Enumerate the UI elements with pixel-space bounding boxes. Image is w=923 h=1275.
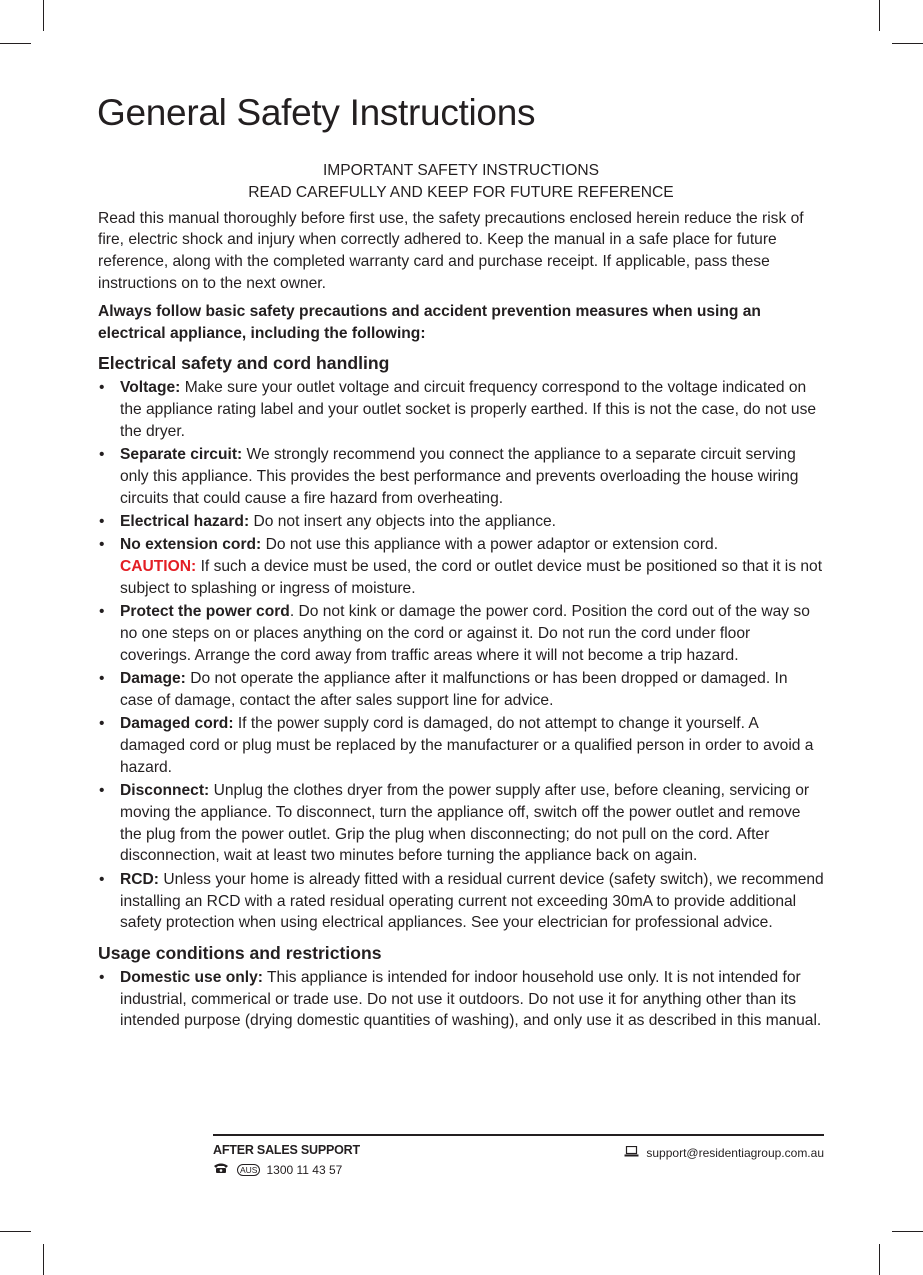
list-item <box>98 668 824 712</box>
crop-mark <box>0 43 31 44</box>
item-text: If the power supply cord is damaged, do not attempt to change it yourself. A damaged cord or plug must be replaced by the manufacturer or a qualified person in order to avoid a hazard. <box>120 715 814 776</box>
list-item <box>98 967 824 1032</box>
laptop-icon <box>624 1146 639 1160</box>
footer-email <box>624 1146 824 1160</box>
intro-paragraph: Read this manual thoroughly before first use, the safety precautions enclosed herein reduce the risk of fire, electric shock and injury when correctly adhered to. Keep the manual in a safe place for future reference, along with the completed warranty card and purchase receipt. If applicable, pass these instructions on to the next owner. <box>98 209 804 292</box>
list-item <box>98 601 824 666</box>
item-text: We strongly recommend you connect the appliance to a separate circuit serving only this appliance. This provides the best performance and prevents overloading the house wiring circuits that could cause a fire hazard from overheating. <box>120 446 799 507</box>
footer-phone <box>213 1162 342 1177</box>
phone-number[interactable]: 1300 11 43 57 <box>266 1162 343 1177</box>
footer-divider <box>213 1134 824 1136</box>
list-item <box>98 511 824 533</box>
item-term: Separate circuit: <box>120 446 243 464</box>
section-heading: Electrical safety and cord handling <box>98 353 390 374</box>
list-item <box>98 444 824 509</box>
item-term: Domestic use only: <box>120 968 263 986</box>
caution-label: CAUTION: <box>120 558 197 576</box>
item-term: Voltage: <box>120 379 181 397</box>
crop-mark <box>43 0 44 31</box>
caution-text: If such a device must be used, the cord or outlet device must be positioned so that it is not subject to splashing or ingress of moisture. <box>120 558 823 597</box>
footer-title: AFTER SALES SUPPORT <box>213 1143 360 1157</box>
emphasis-paragraph: Always follow basic safety precautions and accident prevention measures when using an electrical appliance, including the following: <box>98 302 761 342</box>
header-line-1: IMPORTANT SAFETY INSTRUCTIONS <box>322 162 600 179</box>
list-item <box>98 713 824 778</box>
region-badge: AUS <box>237 1164 260 1176</box>
crop-mark <box>879 0 880 31</box>
item-term: Damaged cord: <box>120 715 234 733</box>
item-text: This appliance is intended for indoor household use only. It is not intended for industrial, commerical or trade use. Do not use it outdoors. Do not use it for anything other than its intended purpose (drying domestic quantities of washing), and only use it as described in this manual. <box>120 968 822 1030</box>
crop-mark <box>892 43 923 44</box>
item-term: Protect the power cord <box>120 603 290 621</box>
list-item <box>98 534 824 599</box>
list-item <box>98 780 824 867</box>
item-text: Do not insert any objects into the appliance. <box>249 512 557 530</box>
header-line-2: READ CAREFULLY AND KEEP FOR FUTURE REFERENCE <box>248 183 674 201</box>
footer <box>213 1134 824 1177</box>
bullet-list <box>98 967 824 1032</box>
item-text: Make sure your outlet voltage and circuit frequency correspond to the voltage indicated on the appliance rating label and your outlet socket is properly earthed. If this is not the case, do not use the dryer. <box>120 379 817 440</box>
support-email[interactable]: support@residentiagroup.com.au <box>646 1146 824 1160</box>
document-body <box>98 160 824 1034</box>
section <box>98 943 824 1032</box>
crop-mark <box>43 1244 44 1275</box>
item-term: RCD: <box>120 870 159 888</box>
item-term: Disconnect: <box>120 782 210 800</box>
item-text: Do not operate the appliance after it malfunctions or has been dropped or damaged. In case of damage, contact the after sales support line for advice. <box>120 670 788 709</box>
section <box>98 353 824 934</box>
crop-mark <box>892 1231 923 1232</box>
list-item <box>98 869 824 934</box>
item-text: Do not use this appliance with a power adaptor or extension cord. <box>261 536 719 554</box>
page-title: General Safety Instructions <box>97 92 536 133</box>
telephone-icon <box>213 1162 229 1177</box>
item-text: . Do not kink or damage the power cord. Position the cord out of the way so no one steps on or places anything on the cord or against it. Do not run the cord under floor coverings. Arrange the cord away from traffic areas where it will not become a trip hazard. <box>120 603 810 664</box>
item-term: No extension cord: <box>120 536 262 554</box>
list-item <box>98 377 824 442</box>
crop-mark <box>0 1231 31 1232</box>
bullet-list <box>98 377 824 934</box>
crop-mark <box>879 1244 880 1275</box>
section-heading: Usage conditions and restrictions <box>98 943 382 964</box>
item-term: Electrical hazard: <box>120 512 250 530</box>
item-term: Damage: <box>120 670 186 688</box>
item-text: Unless your home is already fitted with a residual current device (safety switch), we recommend installing an RCD with a rated residual operating current not exceeding 30mA to provide additional safety protection when using electrical appliances. See your electrician for professional advice. <box>120 870 824 932</box>
item-text: Unplug the clothes dryer from the power supply after use, before cleaning, servicing or moving the appliance. To disconnect, turn the appliance off, switch off the power outlet and remove the plug from the power outlet. Grip the plug when disconnecting; do not pull on the cord. After disconnection, wait at least two minutes before turning the appliance back on again. <box>120 782 810 865</box>
